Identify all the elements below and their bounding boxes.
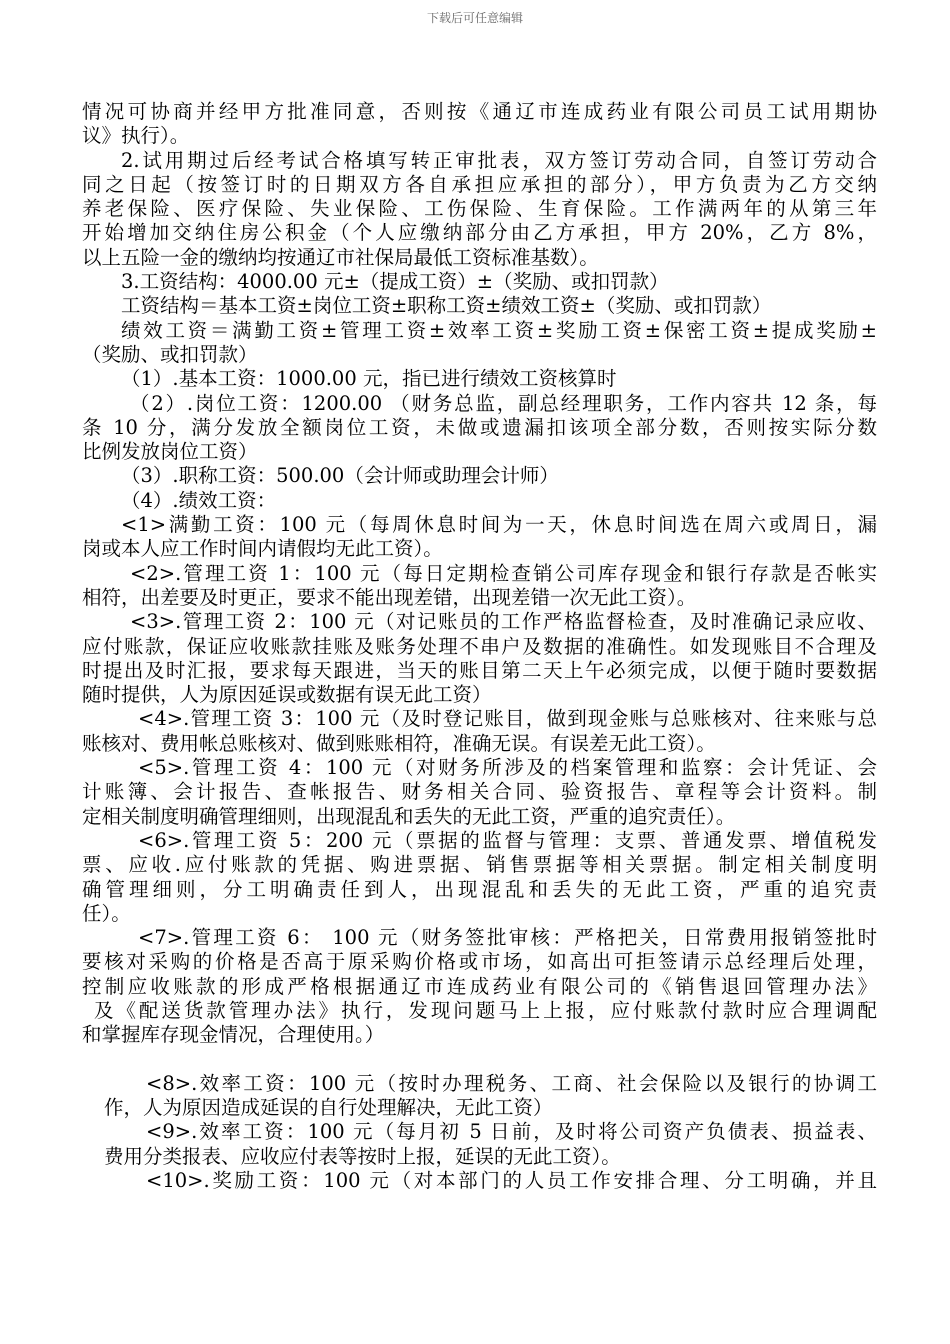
text-line: 票、应收.应付账款的凭据、购进票据、销售票据等相关票据。制定相关制度明: [82, 853, 877, 877]
text-line: 议》执行）。: [82, 124, 190, 148]
text-line: 情况可协商并经甲方批准同意，否则按《通辽市连成药业有限公司员工试用期协: [82, 100, 877, 123]
text-line: （1）.基本工资：1000.00 元，指已进行绩效工资核算时: [121, 367, 617, 391]
text-line: 时提出及时汇报，要求每天跟进，当天的账目第二天上午必须完成，以便于随时要数据: [82, 658, 877, 682]
text-line: 同之日起（按签订时的日期双方各自承担应承担的部分），甲方负责为乙方交纳: [82, 172, 877, 196]
text-line: 随时提供，人为原因延误或数据有误无此工资）: [82, 683, 492, 707]
text-line: <5>.管理工资 4：100 元（对财务所涉及的档案管理和监察：会计凭证、会: [138, 756, 877, 780]
text-line: 2.试用期过后经考试合格填写转正审批表，双方签订劳动合同，自签订劳动合: [121, 148, 877, 172]
text-line: （奖励、或扣罚款）: [82, 342, 258, 366]
text-line: <4>.管理工资 3：100 元（及时登记账目，做到现金账与总账核对、往来账与总: [138, 707, 877, 731]
text-line: <2>.管理工资 1：100 元（每日定期检查销公司库存现金和银行存款是否帐实: [130, 561, 877, 585]
text-line: 计账簿、会计报告、查帐报告、财务相关合同、验资报告、章程等会计资料。制: [82, 780, 877, 804]
text-line: （3）.职称工资：500.00（会计师或助理会计师）: [121, 464, 559, 488]
text-line: <6>.管理工资 5：200 元（票据的监督与管理：支票、普通发票、增值税发: [138, 828, 877, 852]
text-line: <8>.效率工资：100 元（按时办理税务、工商、社会保险以及银行的协调工: [146, 1071, 877, 1095]
text-line: <1>满勤工资：100 元（每周休息时间为一天，休息时间选在周六或周日，漏: [121, 513, 877, 537]
text-line: 相符，出差要及时更正，要求不能出现差错，出现差错一次无此工资）。: [82, 585, 697, 609]
text-line: 和掌握库存现金情况，合理使用。）: [82, 1023, 385, 1047]
text-line: 养老保险、医疗保险、失业保险、工伤保险、生育保险。工作满两年的从第三年: [82, 197, 877, 221]
text-line: 3.工资结构：4000.00 元±（提成工资）±（奖励、或扣罚款）: [121, 270, 669, 294]
text-line: 工资结构＝基本工资±岗位工资±职称工资±绩效工资±（奖励、或扣罚款）: [121, 294, 772, 318]
text-line: 确管理细则，分工明确责任到人，出现混乱和丢失的无此工资，严重的追究责: [82, 877, 877, 901]
text-line: <7>.管理工资 6： 100 元（财务签批审核：严格把关，日常费用报销签批时: [138, 926, 877, 950]
text-line: 作，人为原因造成延误的自行处理解决，无此工资）: [104, 1096, 553, 1120]
text-line: 绩效工资＝满勤工资±管理工资±效率工资±奖励工资±保密工资±提成奖励±: [121, 318, 877, 342]
text-line: （2）.岗位工资：1200.00 （财务总监，副总经理职务，工作内容共 12 条，每: [130, 391, 877, 415]
text-line: 控制应收账款的形成严格根据通辽市连成药业有限公司的《销售退回管理办法》: [82, 974, 877, 998]
document-body: [82, 100, 877, 1193]
text-line: 岗或本人应工作时间内请假均无此工资）。: [82, 537, 443, 561]
page-header: 下载后可任意编辑: [426, 11, 523, 25]
text-line: （4）.绩效工资：: [121, 488, 277, 512]
text-line: 任）。: [82, 901, 131, 925]
blank-line: [82, 1048, 877, 1072]
text-line: 费用分类报表、应收应付表等按时上报，延误的无此工资）。: [104, 1144, 621, 1168]
text-line: 比例发放岗位工资）: [82, 440, 258, 464]
text-line: 及《配送货款管理办法》执行，发现问题马上上报，应付账款付款时应合理调配: [94, 998, 877, 1022]
text-line: 应付账款，保证应收账款挂账及账务处理不串户及数据的准确性。如发现账目不合理及: [82, 634, 877, 658]
text-line: <3>.管理工资 2：100 元（对记账员的工作严格监督检查，及时准确记录应收、: [130, 610, 877, 634]
text-line: 开始增加交纳住房公积金（个人应缴纳部分由乙方承担，甲方 20%，乙方 8%，: [82, 221, 877, 245]
text-line: <10>.奖励工资：100 元（对本部门的人员工作安排合理、分工明确，并且: [146, 1169, 877, 1193]
text-line: 条 10 分，满分发放全额岗位工资，未做或遗漏扣该项全部分数，否则按实际分数: [82, 415, 877, 439]
text-line: 要核对采购的价格是否高于原采购价格或市场，如高出可拒签请示总经理后处理，: [82, 950, 877, 974]
text-line: <9>.效率工资：100 元（每月初 5 日前，及时将公司资产负债表、损益表、: [146, 1120, 877, 1144]
text-line: 账核对、费用帐总账核对、做到账账相符，准确无误。有误差无此工资）。: [82, 731, 716, 755]
text-line: 以上五险一金的缴纳均按通辽市社保局最低工资标准基数）。: [82, 245, 599, 269]
text-line: 定相关制度明确管理细则，出现混乱和丢失的无此工资，严重的追究责任）。: [82, 804, 736, 828]
